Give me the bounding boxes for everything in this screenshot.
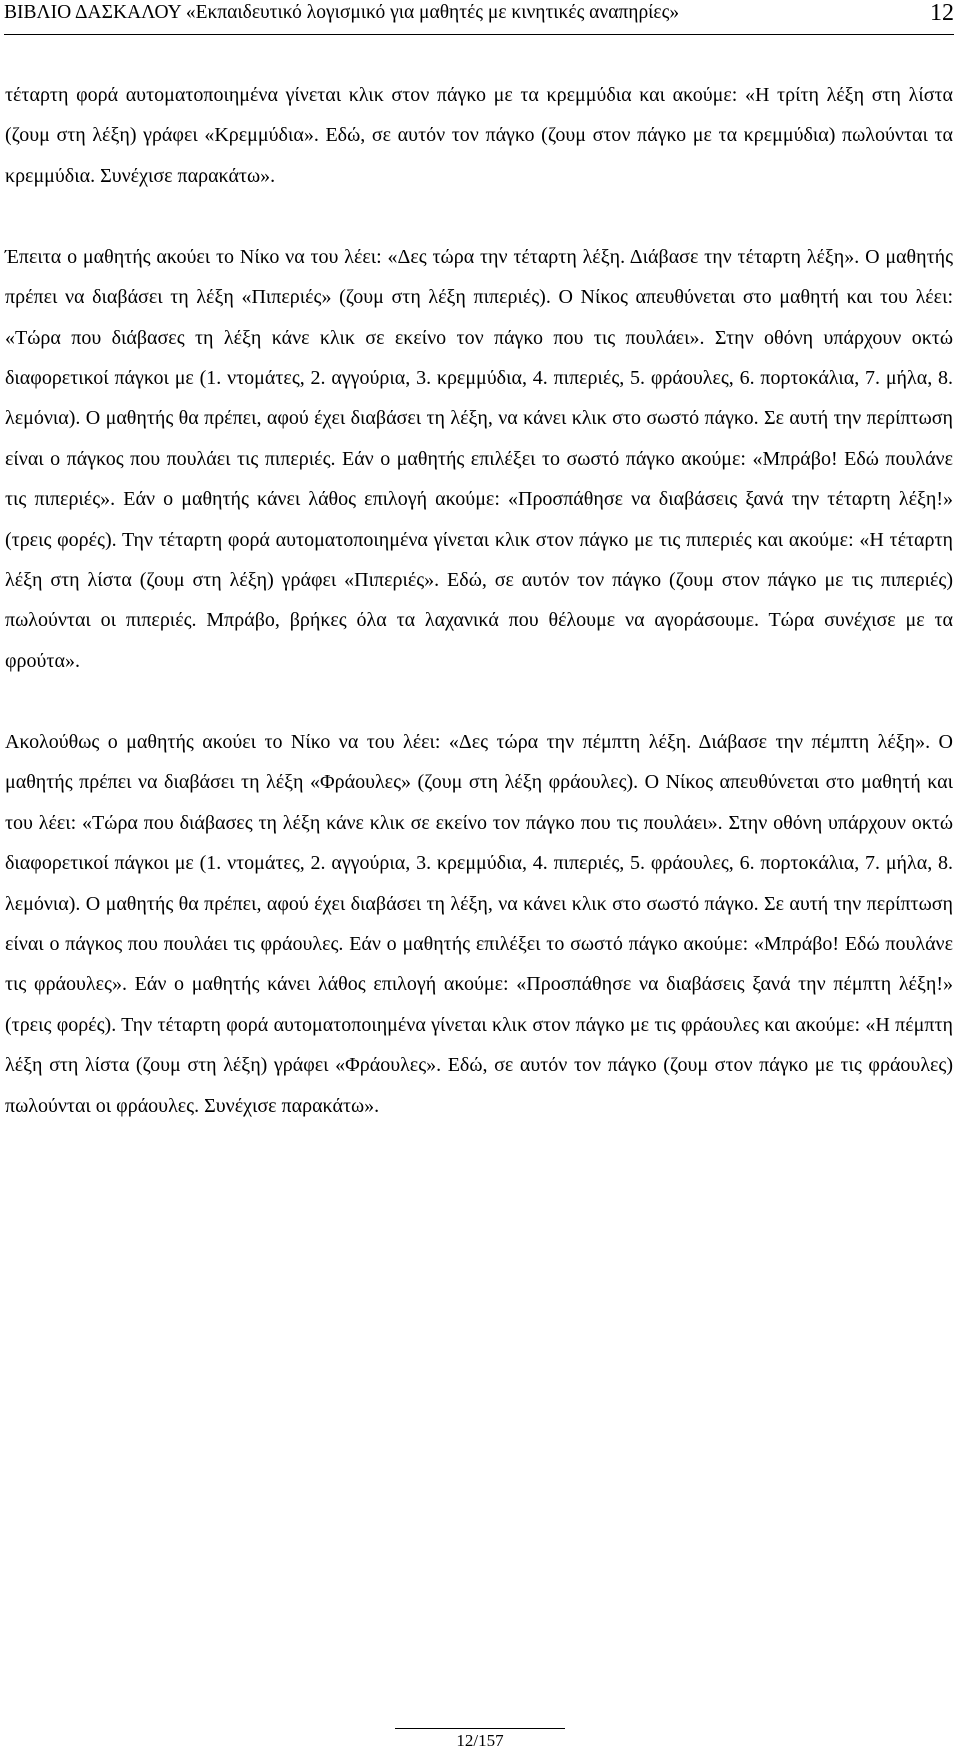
body-text	[5, 75, 953, 1126]
paragraph-3: Ακολούθως ο μαθητής ακούει το Νίκο να του λέει: «Δες τώρα την πέμπτη λέξη. Διάβασε την πέμπτη λέξη». Ο μαθητής πρέπει να διαβάσει τη λέξη «Φράουλες» (ζουμ στη λέξη φράουλες). Ο Νίκος απευθύνεται στο μαθητή και του λέει: «Τώρα που διάβασες τη λέξη κάνε κλικ σε εκείνο τον πάγκο που τις πουλάει». Στην οθόνη υπάρχουν οκτώ διαφορετικοί πάγκοι με (1. ντομάτες, 2. αγγούρια, 3. κρεμμύδια, 4. πιπεριές, 5. φράουλες, 6. πορτοκάλια, 7. μήλα, 8. λεμόνια). Ο μαθητής θα πρέπει, αφού έχει διαβάσει τη λέξη, να κάνει κλικ στο σωστό πάγκο. Σε αυτή την περίπτωση είναι ο πάγκος που πουλάει τις φράουλες. Εάν ο μαθητής επιλέξει το σωστό πάγκο ακούμε: «Μπράβο! Εδώ πουλάνε τις φράουλες». Εάν ο μαθητής κάνει λάθος επιλογή ακούμε: «Προσπάθησε να διαβάσεις ξανά την πέμπτη λέξη!» (τρεις φορές). Την τέταρτη φορά αυτοματοποιημένα γίνεται κλικ στον πάγκο με τις φράουλες και ακούμε: «Η πέμπτη λέξη στη λίστα (ζουμ στη λέξη) γράφει «Φράουλες». Εδώ, σε αυτόν τον πάγκο (ζουμ στον πάγκο με τις φράουλες) πωλούνται οι φράουλες. Συνέχισε παρακάτω».	[5, 730, 953, 1117]
footer-divider	[395, 1728, 565, 1729]
header-page-number: 12	[930, 0, 954, 26]
page-header	[4, 0, 954, 35]
document-title: ΒΙΒΛΙΟ ΔΑΣΚΑΛΟΥ «Εκπαιδευτικό λογισμικό για μαθητές με κινητικές αναπηρίες»	[4, 2, 680, 23]
footer-page-label: 12/157	[456, 1731, 504, 1750]
paragraph-2: Έπειτα ο μαθητής ακούει το Νίκο να του λέει: «Δες τώρα την τέταρτη λέξη. Διάβασε την τέταρτη λέξη». Ο μαθητής πρέπει να διαβάσει τη λέξη «Πιπεριές» (ζουμ στη λέξη πιπεριές). Ο Νίκος απευθύνεται στο μαθητή και του λέει: «Τώρα που διάβασες τη λέξη κάνε κλικ σε εκείνο τον πάγκο που τις πουλάει». Στην οθόνη υπάρχουν οκτώ διαφορετικοί πάγκοι με (1. ντομάτες, 2. αγγούρια, 3. κρεμμύδια, 4. πιπεριές, 5. φράουλες, 6. πορτοκάλια, 7. μήλα, 8. λεμόνια). Ο μαθητής θα πρέπει, αφού έχει διαβάσει τη λέξη, να κάνει κλικ στο σωστό πάγκο. Σε αυτή την περίπτωση είναι ο πάγκος που πουλάει τις πιπεριές. Εάν ο μαθητής επιλέξει το σωστό πάγκο ακούμε: «Μπράβο! Εδώ πουλάνε τις πιπεριές». Εάν ο μαθητής κάνει λάθος επιλογή ακούμε: «Προσπάθησε να διαβάσεις ξανά την τέταρτη λέξη!» (τρεις φορές). Την τέταρτη φορά αυτοματοποιημένα γίνεται κλικ στον πάγκο με τις πιπεριές και ακούμε: «Η τέταρτη λέξη στη λίστα (ζουμ στη λέξη) γράφει «Πιπεριές». Εδώ, σε αυτόν τον πάγκο (ζουμ στον πάγκο με τις πιπεριές) πωλούνται οι πιπεριές. Μπράβο, βρήκες όλα τα λαχανικά που θέλουμε να αγοράσουμε. Τώρα συνέχισε με τα φρούτα».	[5, 245, 953, 672]
paragraph-1: τέταρτη φορά αυτοματοποιημένα γίνεται κλικ στον πάγκο με τα κρεμμύδια και ακούμε: «Η τρίτη λέξη στη λίστα (ζουμ στη λέξη) γράφει «Κρεμμύδια». Εδώ, σε αυτόν τον πάγκο (ζουμ στον πάγκο με τα κρεμμύδια) πωλούνται τα κρεμμύδια. Συνέχισε παρακάτω».	[5, 84, 953, 187]
